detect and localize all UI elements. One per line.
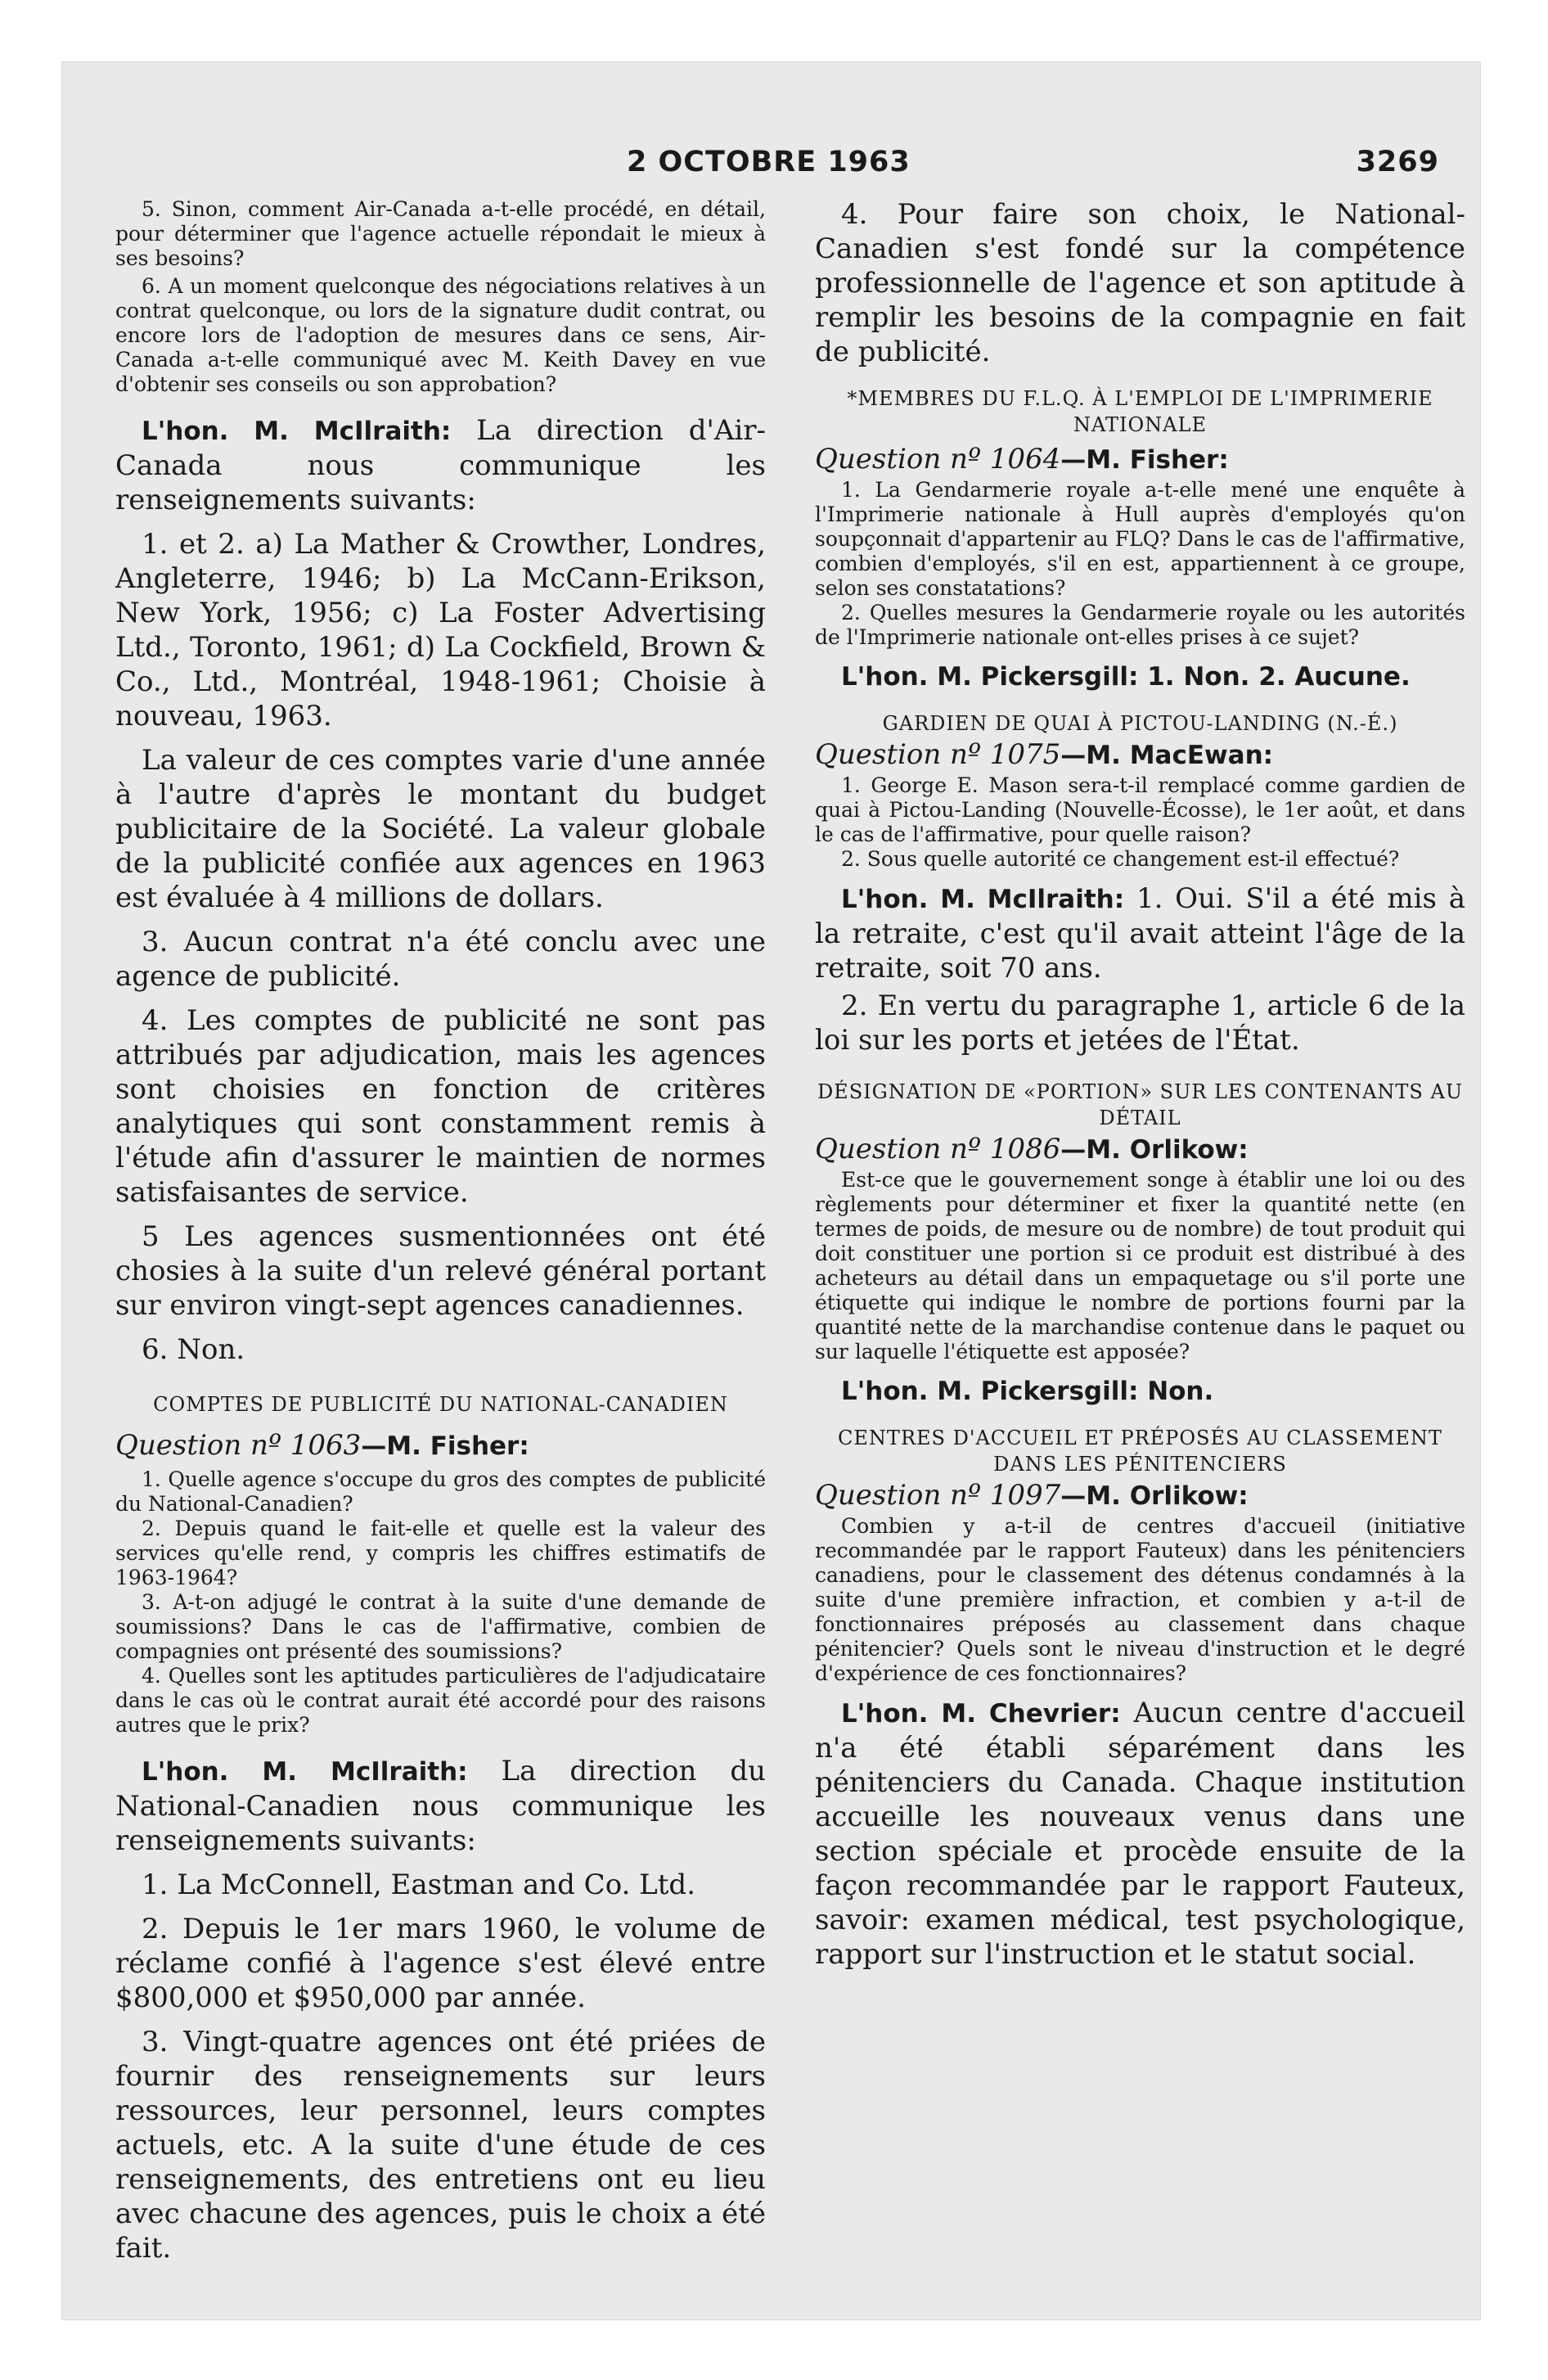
answer-1-para-2: La valeur de ces comptes varie d'une année à l'autre d'après le montant du budget publicitaire de la Société. La valeur globale de la publicité confiée aux agences en 1963 est évaluée à 4 millions de dollars. [115,744,766,914]
question-1097-line [815,1477,1465,1514]
question-1086-author: —M. Orlikow: [1060,1135,1249,1165]
question-1097-text: Combien y a-t-il de centres d'accueil (initiative recommandée par le rapport Fauteux) dans les pénitenciers canadiens, pour le classement des détenus condamnés à la suite d'une première infraction, et combien y a-t-il de fonctionnaires préposés au classement dans chaque pénitencier? Quels sont le niveau d'instruction et le degré d'expérience de ces fonctionnaires? [815,1514,1465,1685]
answer-1097-text: Aucun centre d'accueil n'a été établi séparément dans les pénitenciers du Canada. Chaque institution accueille les nouveaux venus dans une section spéciale et procède ensuite de la façon recommandée par le rapport Fauteux, savoir: examen médical, test psychologique, rapport sur l'instruction et le statut social. [815,1697,1466,1971]
right-column [815,197,1465,1972]
answer-2-para-2: 2. Depuis le 1er mars 1960, le volume de réclame confié à l'agence s'est élevé entre $800,000 et $950,000 par année. [115,1913,766,2014]
question-1063-label: Question nº 1063 [115,1429,362,1462]
answer-2-para-1: 1. La McConnell, Eastman and Co. Ltd. [142,1868,695,1901]
question-1075-item-2: 2. Sous quelle autorité ce changement est-il effectué? [841,847,1400,871]
section-heading-comptes: COMPTES DE PUBLICITÉ DU NATIONAL-CANADIEN [153,1393,728,1416]
answer-1-intro-text: La direction d'Air-Canada nous communique les renseignements suivants: [115,414,766,516]
section-heading-portion: DÉSIGNATION DE «PORTION» SUR LES CONTENANTS AU DÉTAIL [817,1080,1464,1129]
answer-2-intro [115,1754,766,1858]
question-1063-item-1: 1. Quelle agence s'occupe du gros des comptes de publicité du National-Canadien? [115,1467,766,1516]
answer-1-para-1: 1. et 2. a) La Mather & Crowther, Londres, Angleterre, 1946; b) La McCann-Erikson, New York, 1956; c) La Foster Advertising Ltd., Toronto, 1961; d) La Cockfield, Brown & Co., Ltd., Montréal, 1948-1961; Choisie à nouveau, 1963. [115,528,766,732]
question-1097-label: Question nº 1097 [815,1479,1061,1512]
page-header [62,146,1480,195]
question-1064-author: —M. Fisher: [1060,445,1229,475]
answer-1-para-4: 4. Les comptes de publicité ne sont pas attribués par adjudication, mais les agences sont choisies en fonction de critères analytiques qui sont constamment remis à l'étude afin d'assurer le maintien de normes satisfaisantes de service. [115,1004,766,1209]
speaker-mcilraith-2: L'hon. M. McIlraith: [142,1757,468,1787]
section-heading-centres: CENTRES D'ACCUEIL ET PRÉPOSÉS AU CLASSEMENT DANS LES PÉNITENCIERS [838,1427,1442,1476]
left-column [115,197,766,2265]
question-1075-author: —M. MacEwan: [1060,741,1274,770]
answer-2-para-4: 4. Pour faire son choix, le National-Canadien s'est fondé sur la compétence professionnelle de l'agence et son aptitude à remplir les besoins de la compagnie en fait de publicité. [815,198,1465,368]
answer-2-intro-text: La direction du National-Canadien nous communique les renseignements suivants: [115,1755,766,1857]
answer-1075-text: 1. Oui. S'il a été mis à la retraite, c'est qu'il avait atteint l'âge de la retraite, soit 70 ans. [815,882,1466,985]
answer-1097 [815,1696,1465,1972]
answer-1086: L'hon. M. Pickersgill: Non. [841,1377,1214,1406]
speaker-chevrier: L'hon. M. Chevrier: [841,1699,1121,1729]
question-1063-line [115,1427,766,1464]
document-page [61,61,1481,2320]
section-heading-gardien: GARDIEN DE QUAI À PICTOU-LANDING (N.-É.) [882,712,1398,735]
question-1064-label: Question nº 1064 [815,443,1061,476]
speaker-mcilraith-3: L'hon. M. McIlraith: [841,885,1125,914]
question-1097-author: —M. Orlikow: [1060,1481,1249,1511]
section-heading-flq: *MEMBRES DU F.L.Q. À L'EMPLOI DE L'IMPRIMERIE NATIONALE [847,387,1433,436]
question-1086-label: Question nº 1086 [815,1133,1061,1165]
question-1086-line [815,1131,1465,1168]
question-1063-item-2: 2. Depuis quand le fait-elle et quelle est la valeur des services qu'elle rend, y compris les chiffres estimatifs de 1963-1964? [115,1517,766,1589]
question-1075-label: Question nº 1075 [815,738,1061,771]
question-1064-item-2: 2. Quelles mesures la Gendarmerie royale ou les autorités de l'Imprimerie nationale ont-elles prises à ce sujet? [815,601,1465,649]
header-date: 2 OCTOBRE 1963 [627,146,911,178]
answer-1-intro [115,413,766,517]
question-1063-item-4: 4. Quelles sont les aptitudes particulières de l'adjudicataire dans le cas où le contrat aurait été accordé pour des raisons autres que le prix? [115,1664,766,1737]
question-1086-text: Est-ce que le gouvernement songe à établir une loi ou des règlements pour déterminer et fixer la quantité nette (en termes de poids, de mesure ou de nombre) de tout produit qui doit constituer une portion si ce produit est distribué à des acheteurs au détail dans un empaquetage ou s'il porte une étiquette qui indique le nombre de portions fourni par la quantité nette de la marchandise contenue dans le paquet ou sur laquelle l'étiquette est apposée? [815,1168,1465,1364]
question-1063-item-3: 3. A-t-on adjugé le contrat à la suite d'une demande de soumissions? Dans le cas de l'affirmative, combien de compagnies ont présenté des soumissions? [115,1590,766,1663]
answer-1075-para-2: 2. En vertu du paragraphe 1, article 6 de la loi sur les ports et jetées de l'État. [815,989,1465,1057]
answer-1075-intro [815,881,1465,985]
question-1064-line [815,441,1465,478]
answer-1064: L'hon. M. Pickersgill: 1. Non. 2. Aucune. [841,662,1411,692]
question-5: 5. Sinon, comment Air-Canada a-t-elle procédé, en détail, pour déterminer que l'agence actuelle répondait le mieux à ses besoins? [115,197,766,270]
answer-1-para-3: 3. Aucun contrat n'a été conclu avec une agence de publicité. [115,926,766,993]
question-1075-item-1: 1. George E. Mason sera-t-il remplacé comme gardien de quai à Pictou-Landing (Nouvelle-Écosse), le 1er août, et dans le cas de l'affirmative, pour quelle raison? [815,773,1465,846]
answer-2-para-3: 3. Vingt-quatre agences ont été priées de fournir des renseignements sur leurs ressources, leur personnel, leurs comptes actuels, etc. A la suite d'une étude de ces renseignements, des entretiens ont eu lieu avec chacune des agences, puis le choix a été fait. [115,2026,766,2265]
question-1064-item-1: 1. La Gendarmerie royale a-t-elle mené une enquête à l'Imprimerie nationale à Hull auprès d'employés qu'on soupçonnait d'appartenir au FLQ? Dans le cas de l'affirmative, combien d'employés, s'il en est, appartiennent à ce groupe, selon ses constatations? [815,478,1465,600]
question-1075-line [815,737,1465,773]
question-1063-author: —M. Fisher: [361,1431,529,1461]
speaker-mcilraith: L'hon. M. McIlraith: [142,417,452,446]
question-6: 6. A un moment quelconque des négociations relatives à un contrat quelconque, ou lors de la signature dudit contrat, ou encore lors de l'adoption de mesures dans ce sens, Air-Canada a-t-elle communiqué avec M. Keith Davey en vue d'obtenir ses conseils ou son approbation? [115,274,766,396]
header-page-number: 3269 [1356,146,1439,178]
answer-1-para-6: 6. Non. [142,1333,245,1366]
answer-1-para-5: 5 Les agences susmentionnées ont été chosies à la suite d'un relevé général portant sur environ vingt-sept agences canadiennes. [115,1220,766,1322]
